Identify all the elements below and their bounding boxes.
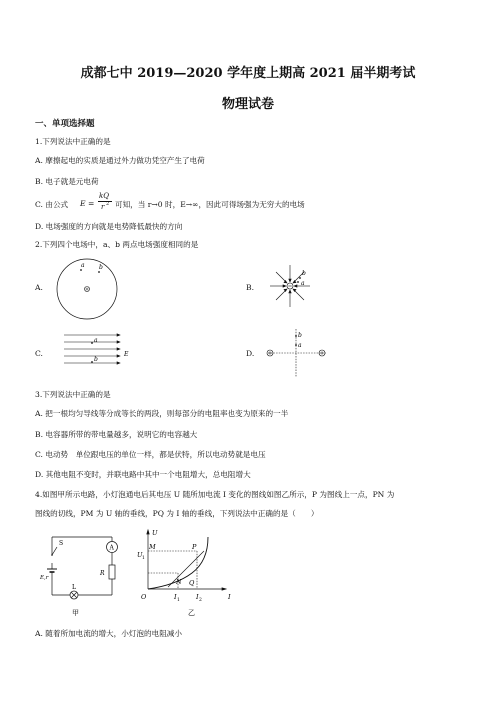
q2-diagram-d: [262, 328, 342, 378]
q2d-point-a: a: [298, 342, 302, 349]
q1-formula-denominator: r: [101, 203, 105, 211]
q4-u1-label: U: [137, 551, 143, 559]
q2-diagram-b: [260, 262, 320, 312]
q1-option-c-suffix: 可知，当 r→0 时，E→∞，因此可得场强为无穷大的电场: [115, 200, 305, 209]
exam-subtitle: 物理试卷: [221, 97, 274, 112]
q1-formula-e: E: [80, 199, 86, 208]
q2d-point-b: b: [298, 332, 302, 339]
q2b-point-a: a: [301, 280, 305, 287]
q3-stem: 3.下列说法中正确的是: [35, 390, 111, 399]
q2-label-c: C.: [35, 349, 43, 358]
q1-formula-numerator: kQ: [99, 192, 109, 200]
q1-formula-fraction-bar: [98, 201, 112, 202]
q4-ui-graph: [137, 527, 240, 622]
q4-i1-label: I: [174, 593, 177, 601]
q4-i1-subscript: 1: [177, 598, 180, 603]
q2b-point-b: b: [302, 270, 306, 277]
q4-switch-label: S: [59, 540, 64, 547]
q2-diagram-c: [62, 332, 142, 372]
q2c-point-a: a: [94, 337, 98, 344]
q2-label-d: D.: [246, 349, 255, 358]
q2a-point-a: a: [81, 262, 85, 269]
q4-lamp-label: L: [72, 584, 76, 591]
q2a-point-b: b: [99, 264, 103, 271]
q4-u1-subscript: 1: [142, 556, 145, 561]
q4-resistor-label: R: [100, 570, 105, 577]
q4-point-p: P: [192, 543, 197, 551]
q1-formula-eq: =: [88, 199, 95, 208]
section-heading: 一、单项选择题: [35, 119, 95, 129]
q4-battery-label: E,r: [40, 575, 49, 581]
q1-option-b: B. 电子就是元电荷: [35, 177, 99, 186]
q4-i2-subscript: 2: [199, 598, 202, 603]
q4-option-a: A. 随着所加电流的增大，小灯泡的电阻减小: [35, 629, 182, 638]
q2-label-a: A.: [35, 283, 43, 292]
q4-axis-u: U: [152, 529, 158, 537]
q2-label-b: B.: [246, 283, 254, 292]
q3-option-b: B. 电容器所带的带电量越多，说明它的电容越大: [35, 430, 198, 439]
q4-circuit-diagram: [38, 527, 128, 622]
q3-option-a: A. 把一根均匀导线等分成等长的两段，则每部分的电阻率也变为原来的一半: [35, 409, 289, 418]
q2-stem: 2.下列四个电场中，a、b 两点电场强度相同的是: [35, 240, 199, 249]
q4-point-n: N: [176, 578, 182, 586]
q4-stem-line2: 图线的切线，PM 为 U 轴的垂线，PQ 为 I 轴的垂线，下列说法中正确的是（ ）: [35, 509, 319, 518]
q4-stem-line1: 4.如图甲所示电路，小灯泡通电后其电压 U 随所加电流 I 变化的图线如图乙所示，P 为图线上一点，PN 为: [35, 490, 395, 499]
q1-option-d: D. 电场强度的方向就是电势降低最快的方向: [35, 222, 183, 231]
q1-stem: 1.下列说法中正确的是: [35, 137, 111, 146]
q1-formula-exponent: 2: [106, 201, 110, 207]
q3-option-c: C. 电动势 单位跟电压的单位一样，都是伏特，所以电动势就是电压: [35, 450, 266, 459]
q4-axis-i: I: [228, 593, 231, 601]
q4-circuit-caption: 甲: [72, 609, 79, 617]
q2c-field-label: E: [124, 351, 129, 358]
q4-point-q: Q: [189, 579, 195, 587]
q2c-point-b: b: [94, 356, 98, 363]
exam-title: 成都七中 2019—2020 学年度上期高 2021 届半期考试: [80, 66, 416, 81]
q1-option-c-prefix: C. 由公式: [35, 200, 69, 209]
q3-option-d: D. 其他电阻不变时，并联电路中其中一个电阻增大，总电阻增大: [35, 470, 251, 479]
q4-graph-caption: 乙: [188, 609, 195, 617]
q1-option-a: A. 摩擦起电的实质是通过外力做功凭空产生了电荷: [35, 156, 205, 165]
q4-point-m: M: [149, 543, 156, 551]
q4-ammeter-label: A: [109, 544, 114, 552]
q2-diagram-a: [55, 258, 125, 322]
q4-i2-label: I: [196, 593, 199, 601]
q4-origin: O: [141, 593, 147, 601]
